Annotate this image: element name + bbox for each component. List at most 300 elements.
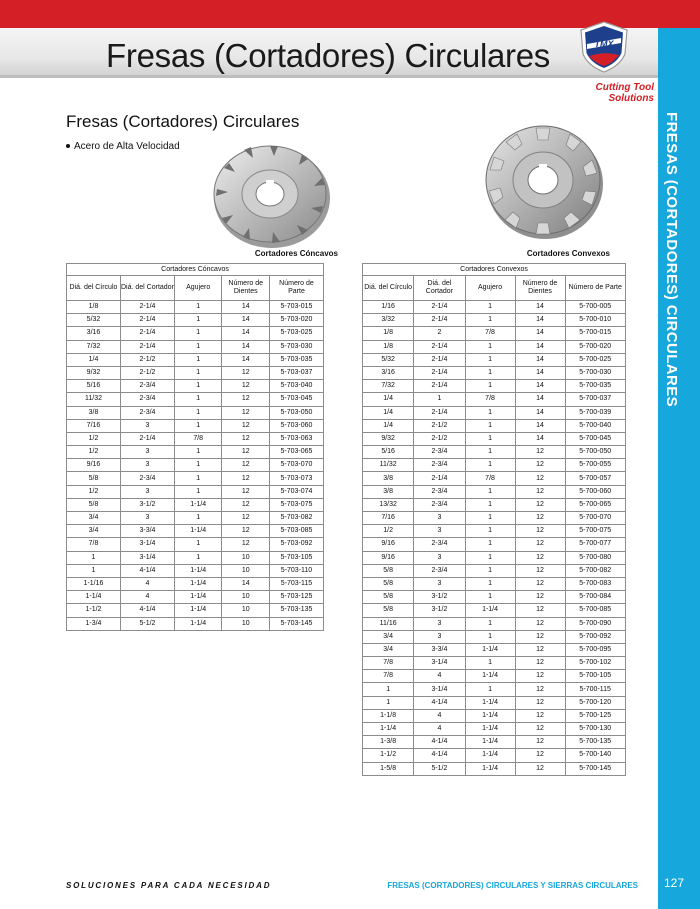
table-cell: 1 [465,366,515,379]
table-cell: 12 [515,472,565,485]
table-row [363,670,626,683]
table-cell: 1 [465,630,515,643]
table-cell: 5-700-020 [565,340,626,353]
table-cell: 1 [67,564,121,577]
table-row [67,314,324,327]
table-cell: 1-1/4 [465,762,515,775]
title-band-shadow [0,75,658,78]
table-cell: 1 [414,393,465,406]
table-cell: 5-700-145 [565,762,626,775]
table-cell: 12 [515,630,565,643]
table-cell: 10 [222,617,270,630]
table-cell: 1/2 [67,446,121,459]
table-cell: 12 [222,380,270,393]
table-cell: 3-1/2 [414,604,465,617]
table-cell: 1 [465,485,515,498]
table-cell: 1 [174,485,222,498]
table-row [363,432,626,445]
table-cell: 12 [515,709,565,722]
table-cell: 1/2 [67,485,121,498]
table-row [363,709,626,722]
table-cell: 12 [515,485,565,498]
table-cell: 12 [515,564,565,577]
table-cell: 14 [515,314,565,327]
table-cell: 14 [515,340,565,353]
table-cell: 1 [363,683,414,696]
table-cell: 12 [222,472,270,485]
table-cell: 1-1/4 [174,564,222,577]
table-row [67,432,324,445]
table-cell: 1-1/2 [363,749,414,762]
concave-cutter-image [210,140,334,252]
table-cell: 14 [515,327,565,340]
table-cell: 1-1/8 [363,709,414,722]
table-cell: 7/32 [67,340,121,353]
table-cell: 12 [222,419,270,432]
table-row [67,459,324,472]
table-cell: 12 [222,393,270,406]
table-cell: 5/8 [363,564,414,577]
table-row [363,406,626,419]
table-cell: 3/16 [67,327,121,340]
table-cell: 5-700-050 [565,446,626,459]
table-cell: 7/8 [465,472,515,485]
table-row [363,525,626,538]
table-cell: 12 [515,696,565,709]
table-cell: 14 [515,406,565,419]
table-cell: 5-700-085 [565,604,626,617]
table-cell: 3 [120,459,174,472]
column-header: Diá. del Círculo [67,276,121,301]
table-cell: 5-703-025 [270,327,324,340]
table-row [67,577,324,590]
table-cell: 12 [515,762,565,775]
table-cell: 5/8 [363,604,414,617]
table-cell: 1/16 [363,301,414,314]
table-cell: 1-1/2 [67,604,121,617]
table-cell: 2-1/4 [414,314,465,327]
table-cell: 14 [222,327,270,340]
table-cell: 5-700-092 [565,630,626,643]
table-cell: 14 [515,366,565,379]
table-row [67,498,324,511]
column-header: Agujero [174,276,222,301]
table-cell: 12 [222,498,270,511]
table-cell: 5-700-045 [565,432,626,445]
table-cell: 5-700-030 [565,366,626,379]
table-row [363,472,626,485]
concave-figure-caption: Cortadores Cóncavos [254,249,338,258]
table-cell: 1 [465,525,515,538]
table-cell: 1-3/8 [363,736,414,749]
table-cell: 2-3/4 [414,485,465,498]
table-row [363,564,626,577]
table-cell: 1 [465,301,515,314]
table-row [363,327,626,340]
table-cell: 2-1/4 [414,472,465,485]
table-cell: 3 [120,512,174,525]
table-cell: 1 [174,446,222,459]
table-cell: 4-1/4 [414,749,465,762]
table-cell: 4-1/4 [120,564,174,577]
table-cell: 1 [465,657,515,670]
table-cell: 14 [222,314,270,327]
table-row [363,538,626,551]
table-cell: 5-703-105 [270,551,324,564]
table-cell: 4-1/4 [414,696,465,709]
table-row [363,459,626,472]
table-cell: 12 [515,723,565,736]
table-row [363,340,626,353]
table-cell: 2-1/4 [120,340,174,353]
table-cell: 5-700-083 [565,577,626,590]
table-cell: 13/32 [363,498,414,511]
table-cell: 1 [174,419,222,432]
table-cell: 5-703-020 [270,314,324,327]
table-cell: 1 [465,419,515,432]
page-number: 127 [664,876,685,890]
table-cell: 14 [222,353,270,366]
table-cell: 1/8 [363,340,414,353]
table-cell: 12 [515,525,565,538]
table-cell: 1 [465,512,515,525]
table-body [67,301,324,631]
table-cell: 5-700-065 [565,498,626,511]
table-cell: 3 [414,617,465,630]
table-row [363,498,626,511]
table-cell: 12 [515,577,565,590]
table-cell: 1 [465,617,515,630]
table-cell: 7/8 [363,657,414,670]
table-cell: 3-3/4 [120,525,174,538]
table-row [67,380,324,393]
table-cell: 4 [414,709,465,722]
table-cell: 1-1/4 [174,498,222,511]
table-cell: 5-700-077 [565,538,626,551]
table-row [363,393,626,406]
table-cell: 1 [174,301,222,314]
table-cell: 7/8 [363,670,414,683]
table-cell: 5-700-120 [565,696,626,709]
table-cell: 3/4 [67,512,121,525]
table-cell: 7/8 [465,393,515,406]
table-cell: 5-703-015 [270,301,324,314]
table-cell: 3 [414,551,465,564]
table-title: Cortadores Cóncavos [67,264,324,276]
table-cell: 2-3/4 [120,380,174,393]
table-row [363,301,626,314]
table-cell: 12 [222,485,270,498]
table-cell: 2-1/4 [414,406,465,419]
table-row [67,472,324,485]
table-cell: 4 [120,577,174,590]
table-row [67,538,324,551]
table-cell: 3 [120,446,174,459]
table-cell: 1-1/4 [465,723,515,736]
table-cell: 2-3/4 [120,393,174,406]
table-cell: 5-700-010 [565,314,626,327]
table-cell: 5-703-063 [270,432,324,445]
table-cell: 3 [120,485,174,498]
table-cell: 3 [414,512,465,525]
table-row [363,696,626,709]
table-cell: 9/16 [363,551,414,564]
tagline-line-1: Cutting Tool [595,82,654,93]
table-cell: 2-1/2 [414,419,465,432]
material-bullet [66,141,180,152]
table-cell: 3 [414,577,465,590]
table-cell: 1-1/4 [174,617,222,630]
table-row [363,366,626,379]
table-cell: 1/2 [363,525,414,538]
table-cell: 2-3/4 [414,538,465,551]
table-cell: 12 [222,525,270,538]
table-cell: 5-700-037 [565,393,626,406]
table-cell: 1 [174,472,222,485]
logo-text: TMX [594,39,614,49]
table-cell: 5-703-075 [270,498,324,511]
table-row [67,604,324,617]
table-cell: 5-703-125 [270,591,324,604]
table-cell: 5-703-045 [270,393,324,406]
table-cell: 10 [222,551,270,564]
table-cell: 2-1/4 [414,353,465,366]
table-cell: 2-3/4 [120,472,174,485]
table-cell: 5-703-035 [270,353,324,366]
table-cell: 3-1/4 [120,551,174,564]
table-cell: 1-1/4 [465,696,515,709]
table-cell: 1-1/4 [465,736,515,749]
table-cell: 1 [465,432,515,445]
table-row [363,657,626,670]
table-cell: 1/8 [67,301,121,314]
table-cell: 12 [222,512,270,525]
table-cell: 5/8 [363,591,414,604]
table-cell: 10 [222,564,270,577]
table-cell: 1 [174,327,222,340]
table-cell: 11/16 [363,617,414,630]
table-cell: 5-700-135 [565,736,626,749]
table-cell: 12 [515,512,565,525]
table-cell: 5-703-070 [270,459,324,472]
table-cell: 1 [174,366,222,379]
table-row [67,301,324,314]
table-title: Cortadores Convexos [363,264,626,276]
table-cell: 1/4 [363,406,414,419]
table-cell: 2-1/4 [414,340,465,353]
table-cell: 1-1/4 [465,643,515,656]
table-cell: 5-703-060 [270,419,324,432]
table-cell: 5-703-073 [270,472,324,485]
table-cell: 1 [465,551,515,564]
table-cell: 5-700-025 [565,353,626,366]
table-cell: 5-703-115 [270,577,324,590]
table-cell: 5-700-055 [565,459,626,472]
table-row [363,512,626,525]
table-row [363,446,626,459]
table-cell: 1-1/4 [174,604,222,617]
table-row [363,683,626,696]
table-cell: 12 [515,459,565,472]
table-cell: 5-700-060 [565,485,626,498]
column-header: Diá. del Círculo [363,276,414,301]
table-row [363,551,626,564]
table-row [363,643,626,656]
table-cell: 7/8 [174,432,222,445]
table-cell: 12 [515,551,565,564]
table-row [363,591,626,604]
table-cell: 5/16 [363,446,414,459]
table-cell: 5-700-070 [565,512,626,525]
table-cell: 11/32 [67,393,121,406]
table-cell: 4-1/4 [414,736,465,749]
table-cell: 3-1/2 [414,591,465,604]
table-cell: 2-3/4 [120,406,174,419]
table-cell: 5-700-084 [565,591,626,604]
column-header: Número de Parte [270,276,324,301]
table-cell: 12 [515,617,565,630]
table-cell: 1-5/8 [363,762,414,775]
table-cell: 2-3/4 [414,564,465,577]
table-row [67,393,324,406]
table-cell: 1-1/4 [174,591,222,604]
table-cell: 1-1/4 [465,749,515,762]
table-cell: 12 [222,446,270,459]
table-cell: 5-700-095 [565,643,626,656]
table-cell: 5-703-065 [270,446,324,459]
table-row [363,314,626,327]
table-cell: 5-700-102 [565,657,626,670]
table-cell: 5-700-105 [565,670,626,683]
table-cell: 1 [174,512,222,525]
concave-cutters-table [66,263,324,631]
table-cell: 3 [414,525,465,538]
table-cell: 9/16 [67,459,121,472]
table-cell: 2-3/4 [414,498,465,511]
table-cell: 10 [222,591,270,604]
table-cell: 1 [465,380,515,393]
table-cell: 12 [515,446,565,459]
table-cell: 7/16 [67,419,121,432]
table-row [363,577,626,590]
table-cell: 5-700-040 [565,419,626,432]
table-cell: 14 [222,577,270,590]
table-row [67,366,324,379]
table-cell: 1 [174,340,222,353]
table-cell: 1 [465,591,515,604]
table-cell: 5-703-050 [270,406,324,419]
table-cell: 5/8 [67,472,121,485]
table-cell: 9/16 [363,538,414,551]
table-cell: 2-1/2 [414,432,465,445]
table-cell: 7/8 [465,327,515,340]
table-row [67,327,324,340]
table-cell: 9/32 [363,432,414,445]
table-cell: 1/4 [363,419,414,432]
table-row [67,485,324,498]
table-cell: 1 [174,380,222,393]
table-row [67,340,324,353]
table-cell: 2 [414,327,465,340]
table-cell: 1 [465,340,515,353]
table-cell: 14 [515,353,565,366]
column-header: Agujero [465,276,515,301]
table-cell: 14 [515,380,565,393]
column-header: Número de Parte [565,276,626,301]
table-cell: 1 [174,538,222,551]
table-cell: 1-3/4 [67,617,121,630]
table-cell: 1 [174,393,222,406]
table-cell: 9/32 [67,366,121,379]
table-cell: 1 [465,498,515,511]
table-cell: 7/16 [363,512,414,525]
table-cell: 1 [465,538,515,551]
tmx-logo [578,20,630,74]
table-cell: 1 [465,406,515,419]
table-cell: 2-1/4 [120,327,174,340]
table-cell: 1 [465,459,515,472]
table-row [67,446,324,459]
table-cell: 5-703-030 [270,340,324,353]
page-title: Fresas (Cortadores) Circulares [106,37,550,74]
table-cell: 3-3/4 [414,643,465,656]
table-cell: 3-1/4 [414,683,465,696]
table-cell: 1 [465,577,515,590]
table-cell: 3/8 [363,472,414,485]
table-cell: 3-1/4 [414,657,465,670]
table-cell: 1 [174,406,222,419]
table-cell: 1 [174,314,222,327]
table-cell: 2-1/2 [120,366,174,379]
table-cell: 12 [515,670,565,683]
table-cell: 12 [515,643,565,656]
table-cell: 2-1/4 [120,301,174,314]
table-cell: 4 [414,670,465,683]
table-cell: 11/32 [363,459,414,472]
table-cell: 3/8 [363,485,414,498]
table-cell: 5-700-115 [565,683,626,696]
table-row [363,723,626,736]
table-cell: 3/16 [363,366,414,379]
table-row [363,485,626,498]
table-row [363,762,626,775]
table-cell: 5-1/2 [414,762,465,775]
table-cell: 4-1/4 [120,604,174,617]
table-cell: 14 [515,393,565,406]
table-cell: 5/16 [67,380,121,393]
table-cell: 14 [222,340,270,353]
table-cell: 5-700-039 [565,406,626,419]
table-cell: 5-700-080 [565,551,626,564]
table-cell: 10 [222,604,270,617]
table-cell: 1 [465,314,515,327]
table-cell: 1 [465,446,515,459]
table-row [67,617,324,630]
table-cell: 12 [515,498,565,511]
column-header: Diá. del Cortador [120,276,174,301]
table-cell: 3/4 [363,643,414,656]
table-cell: 5-700-015 [565,327,626,340]
table-cell: 12 [515,591,565,604]
table-cell: 5-703-092 [270,538,324,551]
table-row [363,617,626,630]
table-cell: 5-703-145 [270,617,324,630]
table-cell: 5-700-035 [565,380,626,393]
bullet-dot-icon [66,144,70,148]
table-row [67,406,324,419]
table-cell: 7/8 [67,538,121,551]
table-cell: 2-1/4 [414,380,465,393]
